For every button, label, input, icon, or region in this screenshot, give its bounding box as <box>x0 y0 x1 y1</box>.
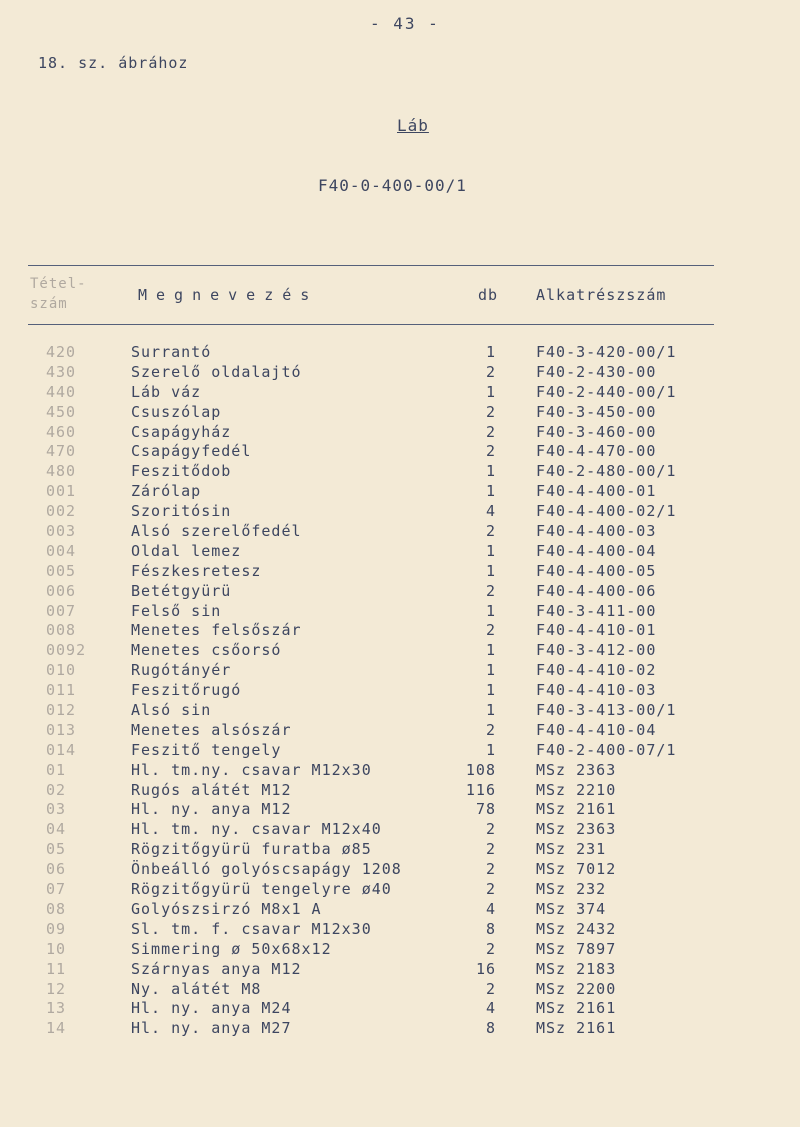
row-number: 006 <box>46 581 77 600</box>
row-part-number: MSz 2210 <box>536 780 617 799</box>
row-part-number: MSz 7897 <box>536 939 617 958</box>
row-quantity: 2 <box>485 522 496 541</box>
row-part-number: F40-2-440-00/1 <box>536 382 677 401</box>
row-number: 10 <box>46 939 67 958</box>
table-row <box>0 761 800 781</box>
row-number: 07 <box>46 880 67 899</box>
row-quantity: 1 <box>485 462 496 481</box>
table-row <box>0 562 800 582</box>
row-name: Golyószsirzó M8x1 A <box>131 899 322 918</box>
row-quantity: 2 <box>485 442 496 461</box>
table-top-rule <box>28 265 714 266</box>
row-name: Rögzitőgyürü tengelyre ø40 <box>131 880 392 899</box>
row-number: 011 <box>46 681 77 700</box>
row-quantity: 108 <box>465 760 496 779</box>
table-row <box>0 343 800 363</box>
table-row <box>0 960 800 980</box>
row-name: Fészkesretesz <box>131 561 262 580</box>
row-name: Betétgyürü <box>131 581 232 600</box>
row-quantity: 2 <box>485 880 496 899</box>
row-name: Szoritósin <box>131 502 232 521</box>
row-name: Önbeálló golyóscsapágy 1208 <box>131 860 402 879</box>
row-name: Feszitőrugó <box>131 681 242 700</box>
row-part-number: F40-4-410-04 <box>536 720 657 739</box>
table-row <box>0 462 800 482</box>
row-quantity: 16 <box>475 959 496 978</box>
row-quantity: 2 <box>485 402 496 421</box>
row-part-number: F40-4-400-06 <box>536 581 657 600</box>
row-part-number: F40-4-410-01 <box>536 621 657 640</box>
table-row <box>0 920 800 940</box>
table-row <box>0 621 800 641</box>
row-name: Felső sin <box>131 601 222 620</box>
row-part-number: MSz 2432 <box>536 919 617 938</box>
row-quantity: 1 <box>485 601 496 620</box>
row-part-number: MSz 2161 <box>536 1019 617 1038</box>
table-row <box>0 900 800 920</box>
table-row <box>0 820 800 840</box>
row-quantity: 116 <box>465 780 496 799</box>
row-number: 003 <box>46 522 77 541</box>
table-header-rule <box>28 324 714 325</box>
row-name: Menetes csőorsó <box>131 641 282 660</box>
row-quantity: 2 <box>485 720 496 739</box>
row-number: 03 <box>46 800 67 819</box>
row-part-number: F40-3-411-00 <box>536 601 657 620</box>
row-quantity: 4 <box>485 502 496 521</box>
row-part-number: F40-2-400-07/1 <box>536 740 677 759</box>
row-number: 450 <box>46 402 77 421</box>
table-row <box>0 701 800 721</box>
figure-reference: 18. sz. ábrához <box>38 54 189 72</box>
header-tetel-line1: Tétel- <box>30 276 87 292</box>
row-part-number: MSz 2363 <box>536 760 617 779</box>
row-number: 09 <box>46 919 67 938</box>
row-quantity: 2 <box>485 581 496 600</box>
table-row <box>0 980 800 1000</box>
row-quantity: 2 <box>485 939 496 958</box>
row-quantity: 1 <box>485 740 496 759</box>
header-alkatreszszam: Alkatrészszám <box>536 286 667 304</box>
table-row <box>0 741 800 761</box>
row-name: Ny. alátét M8 <box>131 979 262 998</box>
row-number: 013 <box>46 720 77 739</box>
row-name: Rugós alátét M12 <box>131 780 292 799</box>
table-row <box>0 721 800 741</box>
row-number: 05 <box>46 840 67 859</box>
row-part-number: MSz 374 <box>536 899 607 918</box>
table-row <box>0 840 800 860</box>
row-number: 007 <box>46 601 77 620</box>
table-row <box>0 363 800 383</box>
row-quantity: 1 <box>485 701 496 720</box>
row-name: Alsó sin <box>131 701 212 720</box>
row-part-number: MSz 2161 <box>536 800 617 819</box>
row-name: Surrantó <box>131 343 212 361</box>
row-quantity: 78 <box>475 800 496 819</box>
row-part-number: F40-4-400-04 <box>536 541 657 560</box>
table-row <box>0 582 800 602</box>
row-name: Hl. ny. anya M27 <box>131 1019 292 1038</box>
row-part-number: MSz 232 <box>536 880 607 899</box>
row-part-number: MSz 2183 <box>536 959 617 978</box>
row-number: 0092 <box>46 641 87 660</box>
row-name: Menetes alsószár <box>131 720 292 739</box>
table-row <box>0 940 800 960</box>
row-part-number: F40-3-450-00 <box>536 402 657 421</box>
row-part-number: MSz 2200 <box>536 979 617 998</box>
table-row <box>0 602 800 622</box>
table-row <box>0 641 800 661</box>
row-name: Hl. ny. anya M12 <box>131 800 292 819</box>
table-row <box>0 502 800 522</box>
row-number: 440 <box>46 382 77 401</box>
row-part-number: F40-2-480-00/1 <box>536 462 677 481</box>
header-tetel-line2: szám <box>30 296 68 312</box>
row-part-number: MSz 2363 <box>536 820 617 839</box>
row-part-number: F40-4-400-05 <box>536 561 657 580</box>
row-quantity: 2 <box>485 362 496 381</box>
row-number: 12 <box>46 979 67 998</box>
header-db: db <box>478 286 499 304</box>
row-quantity: 2 <box>485 840 496 859</box>
row-part-number: F40-4-410-02 <box>536 661 657 680</box>
row-name: Csapágyház <box>131 422 232 441</box>
row-number: 470 <box>46 442 77 461</box>
row-number: 430 <box>46 362 77 381</box>
table-row <box>0 681 800 701</box>
row-part-number: F40-4-400-01 <box>536 482 657 501</box>
row-quantity: 1 <box>485 561 496 580</box>
page-title: Láb <box>397 116 429 135</box>
row-quantity: 8 <box>485 919 496 938</box>
row-part-number: F40-3-420-00/1 <box>536 343 677 361</box>
table-row <box>0 482 800 502</box>
table-row <box>0 383 800 403</box>
row-quantity: 1 <box>485 681 496 700</box>
assembly-number: F40-0-400-00/1 <box>318 176 467 195</box>
row-quantity: 1 <box>485 641 496 660</box>
row-name: Szárnyas anya M12 <box>131 959 302 978</box>
row-quantity: 1 <box>485 661 496 680</box>
table-row <box>0 860 800 880</box>
row-number: 008 <box>46 621 77 640</box>
table-row <box>0 800 800 820</box>
row-quantity: 8 <box>485 1019 496 1038</box>
table-row <box>0 423 800 443</box>
row-number: 01 <box>46 760 67 779</box>
row-quantity: 2 <box>485 979 496 998</box>
table-row <box>0 781 800 801</box>
row-name: Oldal lemez <box>131 541 242 560</box>
row-number: 012 <box>46 701 77 720</box>
row-part-number: F40-3-460-00 <box>536 422 657 441</box>
row-name: Rugótányér <box>131 661 232 680</box>
header-tetelszam <box>30 274 87 314</box>
table-row <box>0 403 800 423</box>
row-name: Feszitő tengely <box>131 740 282 759</box>
row-number: 480 <box>46 462 77 481</box>
table-row <box>0 661 800 681</box>
row-name: Szerelő oldalajtó <box>131 362 302 381</box>
row-name: Simmering ø 50x68x12 <box>131 939 332 958</box>
row-part-number: MSz 231 <box>536 840 607 859</box>
row-quantity: 1 <box>485 541 496 560</box>
row-name: Hl. ny. anya M24 <box>131 999 292 1018</box>
row-number: 001 <box>46 482 77 501</box>
row-number: 04 <box>46 820 67 839</box>
row-number: 14 <box>46 1019 67 1038</box>
row-name: Csapágyfedél <box>131 442 252 461</box>
table-row <box>0 999 800 1019</box>
row-part-number: MSz 2161 <box>536 999 617 1018</box>
row-number: 02 <box>46 780 67 799</box>
row-name: Hl. tm.ny. csavar M12x30 <box>131 760 372 779</box>
row-quantity: 2 <box>485 621 496 640</box>
row-number: 010 <box>46 661 77 680</box>
row-part-number: MSz 7012 <box>536 860 617 879</box>
row-quantity: 1 <box>485 382 496 401</box>
parts-table-body <box>0 343 800 1039</box>
header-megnevezes: Megnevezés <box>138 286 319 304</box>
row-number: 014 <box>46 740 77 759</box>
row-part-number: F40-4-400-02/1 <box>536 502 677 521</box>
row-number: 13 <box>46 999 67 1018</box>
row-number: 11 <box>46 959 67 978</box>
row-name: Alsó szerelőfedél <box>131 522 302 541</box>
row-name: Láb váz <box>131 382 202 401</box>
row-number: 06 <box>46 860 67 879</box>
row-name: Menetes felsőszár <box>131 621 302 640</box>
row-name: Hl. tm. ny. csavar M12x40 <box>131 820 382 839</box>
row-quantity: 1 <box>485 343 496 361</box>
row-number: 002 <box>46 502 77 521</box>
row-name: Feszitődob <box>131 462 232 481</box>
row-part-number: F40-3-413-00/1 <box>536 701 677 720</box>
row-quantity: 4 <box>485 999 496 1018</box>
row-quantity: 2 <box>485 422 496 441</box>
table-row <box>0 880 800 900</box>
row-number: 005 <box>46 561 77 580</box>
table-row <box>0 522 800 542</box>
row-part-number: F40-4-410-03 <box>536 681 657 700</box>
page-number: - 43 - <box>370 14 440 33</box>
row-name: Rögzitőgyürü furatba ø85 <box>131 840 372 859</box>
row-name: Zárólap <box>131 482 202 501</box>
table-row <box>0 542 800 562</box>
row-part-number: F40-4-400-03 <box>536 522 657 541</box>
row-quantity: 4 <box>485 899 496 918</box>
row-part-number: F40-4-470-00 <box>536 442 657 461</box>
row-name: Csuszólap <box>131 402 222 421</box>
row-quantity: 2 <box>485 860 496 879</box>
row-part-number: F40-2-430-00 <box>536 362 657 381</box>
table-row <box>0 1019 800 1039</box>
row-number: 420 <box>46 343 77 361</box>
row-name: Sl. tm. f. csavar M12x30 <box>131 919 372 938</box>
row-number: 08 <box>46 899 67 918</box>
row-part-number: F40-3-412-00 <box>536 641 657 660</box>
row-quantity: 2 <box>485 820 496 839</box>
row-number: 004 <box>46 541 77 560</box>
row-number: 460 <box>46 422 77 441</box>
row-quantity: 1 <box>485 482 496 501</box>
table-row <box>0 442 800 462</box>
